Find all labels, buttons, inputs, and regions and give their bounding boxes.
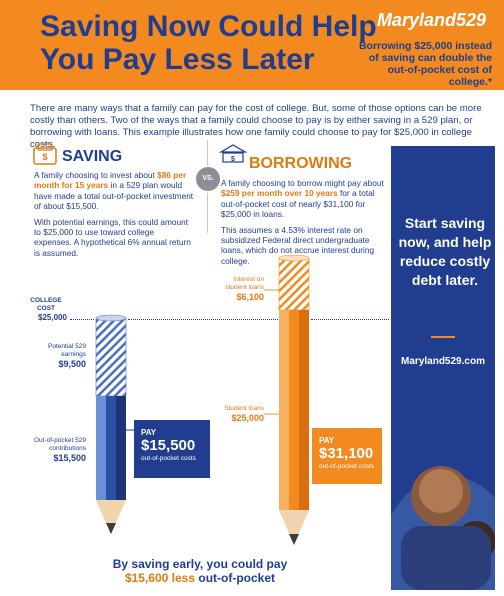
college-cost-label: COLLEGE COST [30,297,62,312]
cta-message: Start saving now, and help reduce costly debt later. [398,215,492,288]
headline: Saving Now Could Help You Pay Less Later [40,10,377,76]
cta-url[interactable]: Maryland529.com [401,356,485,367]
pay-saving-sub: out-of-pocket costs [141,455,196,462]
saving-description: A family choosing to invest about $86 per month for 15 years in a 529 plan would have made a total out-of-pocket investment of about $15,500. With potential earnings, this could amount to $25,000 to use toward college expenses. A hypothetical 6% annual return is assumed. [34,170,194,258]
borrowing-interest-segment [279,258,309,310]
pay-saving-box [134,420,210,478]
saving-title: SAVING [62,148,123,165]
interest-label: Interest on student loans $6,100 [225,276,264,302]
svg-text:$: $ [231,156,235,163]
borrowing-loan-segment [279,310,289,510]
pay-saving-total: $15,500 [141,437,196,454]
brand-logo: Maryland529 [376,10,486,30]
vs-badge: VS. [196,167,220,191]
loans-label: Student loans $25,000 [224,405,264,423]
pay-borrowing-box [312,428,382,484]
pay-borrowing-sub: out-of-pocket costs [319,463,374,470]
saving-contrib-segment [96,396,106,500]
bottom-message [70,557,330,585]
header-note: Borrowing $25,000 instead of saving can double the out-of-pocket cost of college.* [358,40,492,88]
svg-text:$: $ [42,152,48,162]
bottom-line-2: $15,600 less out-of-pocket [124,571,276,585]
pay-borrowing-label: PAY [319,436,335,445]
intro-paragraph: There are many ways that a family can pay for the cost of college. But, some of those options can be more costly than others. Two of the ways that a family could choose to pay is by either saving in a 529 plan, or borrowing with loans. This example illustrates how one family could choose to pay for $25,000 in college costs. [30,103,482,150]
bottom-line-1: By saving early, you could pay [112,557,288,571]
borrowing-pencil [264,255,309,545]
college-cost-value: $25,000 [38,313,67,322]
borrowing-title: BORROWING [249,155,353,172]
saving-earnings-segment [96,318,126,396]
potential-earnings-label: Potential 529 earnings $9,500 [48,343,86,369]
saving-pencil [96,315,134,534]
borrowing-description: A family choosing to borrow might pay about $259 per month over 10 years for a total out-of-pocket cost of nearly $31,100 for $25,000 in loans. This assumes a 4.53% interest rate on subsidized Federal direct undergraduate loans, which do not accrue interest during college. [221,178,384,266]
pay-borrowing-total: $31,100 [319,445,374,462]
pay-saving-label: PAY [141,428,157,437]
contributions-label: Out-of-pocket 529 contributions $15,500 [33,437,86,463]
